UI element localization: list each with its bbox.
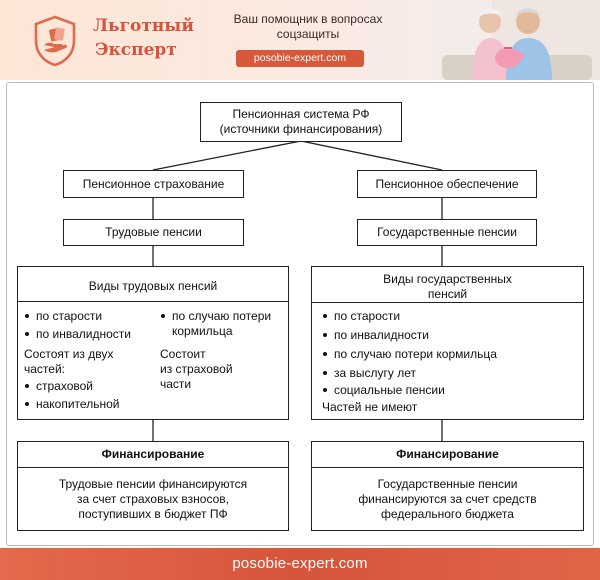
site-url-pill[interactable]: posobie-expert.com [236,50,364,67]
list-item: по старости [24,309,131,324]
financing-line: за счет страховых взносов, [76,492,229,506]
financing-line: Трудовые пенсии финансируются [58,477,248,491]
types-title-line: Виды государственных [383,272,512,286]
right-types-list [322,309,497,398]
parts-title-line: частей: [24,362,65,376]
tagline: Ваш помощник в вопросах соцзащиты [233,12,383,41]
financing-line: федерального бюджета [381,507,514,521]
left-financing-title: Финансирование [101,447,205,461]
right-types-divider [312,302,583,303]
left-types-divider [18,301,288,302]
list-item: по случаю потери кормильца [322,347,497,362]
types-title-line: пенсий [427,287,468,301]
list-item: по инвалидности [24,327,131,342]
left-types-list-col1 [24,309,131,342]
list-item [160,309,271,339]
list-item: социальные пенсии [322,383,497,398]
right-branch-label: Пенсионное обеспечение [375,176,519,191]
consist-line: Состоит [160,347,206,361]
right-financing-text [312,477,583,522]
list-item: накопительной [24,397,119,412]
root-title: Пенсионная система РФ [232,107,370,121]
financing-line: поступивших в бюджет ПФ [78,507,228,521]
logo-line1: Льготный [93,16,194,36]
left-sub-label: Трудовые пенсии [105,225,202,239]
logo-line2: Эксперт [95,40,177,60]
right-sub-label: Государственные пенсии [377,225,517,239]
shield-hand-icon [33,15,77,67]
left-types-title: Виды трудовых пенсий [88,279,218,293]
right-branch-box [357,170,537,198]
right-financing-title: Финансирование [396,447,499,461]
list-item: страховой [24,379,119,394]
list-item-line: кормильца [172,324,233,338]
left-parts-list [24,379,119,412]
right-sub-box [357,219,537,246]
consist-line: части [160,377,192,391]
left-financing-divider [18,467,288,468]
right-no-parts-note: Частей не имеют [322,400,418,414]
left-branch-label: Пенсионное страхование [82,176,225,191]
list-item-line: по случаю потери [172,309,272,323]
list-item: за выслугу лет [322,366,497,381]
left-financing-text [18,477,288,522]
right-financing-divider [312,467,583,468]
footer-site-link[interactable]: posobie-expert.com [0,548,600,580]
list-item: по старости [322,309,497,324]
consist-line: из страховой [160,362,233,376]
parts-title-line: Состоят из двух [24,347,114,361]
elderly-couple-photo [432,0,600,80]
list-item: по инвалидности [322,328,497,343]
left-types-list-col2 [160,309,271,339]
right-types-title [312,272,583,302]
left-consist-note [160,347,233,392]
right-financing-box [311,441,584,531]
site-header [0,0,600,80]
root-subtitle: (источники финансирования) [219,122,383,136]
left-financing-box [17,441,289,531]
financing-line: финансируются за счет средств [358,492,537,506]
left-sub-box [63,219,244,246]
left-types-box [17,266,289,420]
root-box [200,102,402,142]
financing-line: Государственные пенсии [377,477,518,491]
logo-wordmark[interactable] [93,14,194,62]
right-types-box [311,266,584,420]
left-parts-title [24,347,113,377]
left-branch-box [63,170,244,198]
